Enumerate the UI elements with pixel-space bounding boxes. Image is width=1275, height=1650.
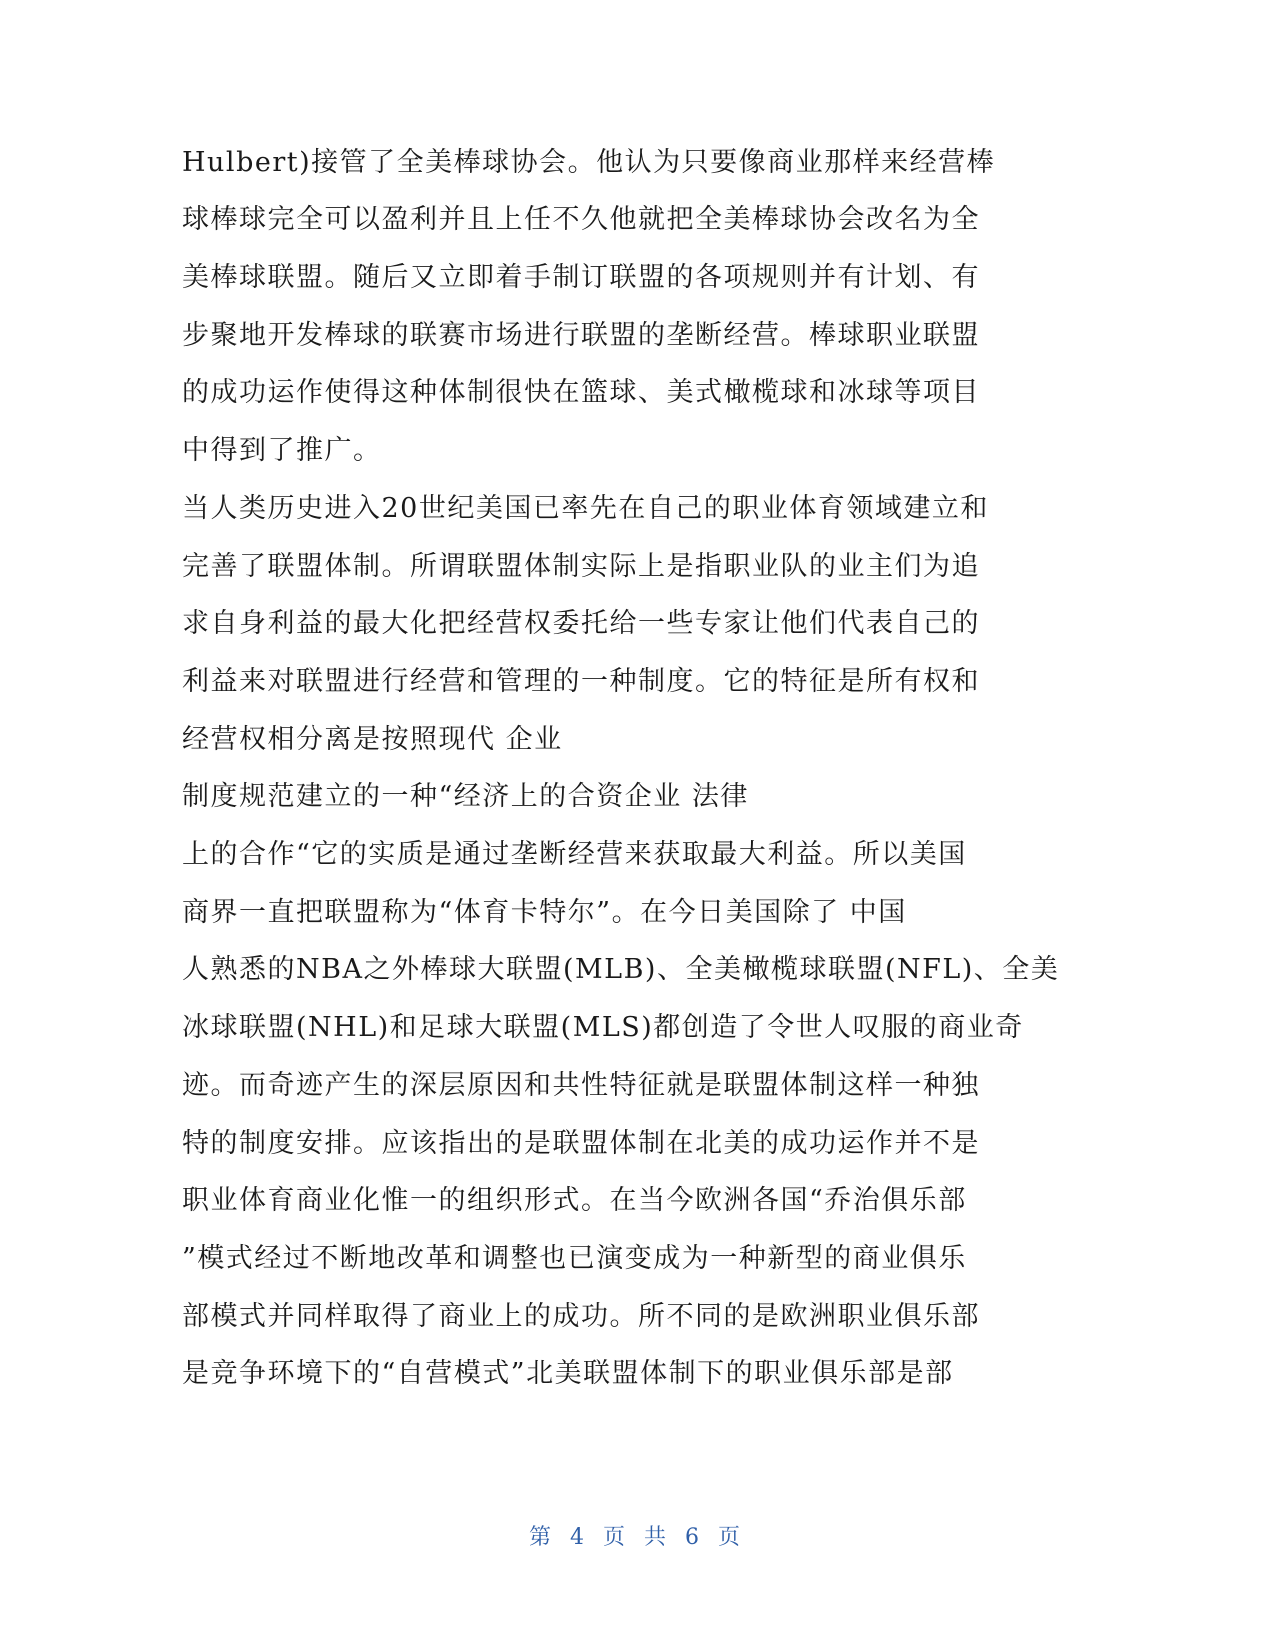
paragraph-line: 球棒球完全可以盈利并且上任不久他就把全美棒球协会改名为全 <box>182 204 980 235</box>
page-number-footer: 第 4 页 共 6 页 <box>529 1525 746 1550</box>
paragraph-line: 职业体育商业化惟一的组织形式。在当今欧洲各国“乔治俱乐部 <box>182 1185 967 1216</box>
paragraph-line: 是竞争环境下的“自营模式”北美联盟体制下的职业俱乐部是部 <box>182 1358 954 1389</box>
paragraph-line: 经营权相分离是按照现代 企业 <box>182 724 563 755</box>
paragraph-line: 的成功运作使得这种体制很快在篮球、美式橄榄球和冰球等项目 <box>182 377 980 408</box>
paragraph-line: 商界一直把联盟称为“体育卡特尔”。在今日美国除了 中国 <box>182 897 907 928</box>
paragraph-line: Hulbert)接管了全美棒球协会。他认为只要像商业那样来经营棒 <box>182 147 996 178</box>
paragraph-line: 上的合作“它的实质是通过垄断经营来获取最大利益。所以美国 <box>182 839 967 870</box>
paragraph-line: 利益来对联盟进行经营和管理的一种制度。它的特征是所有权和 <box>182 666 980 697</box>
paragraph-line: 步聚地开发棒球的联赛市场进行联盟的垄断经营。棒球职业联盟 <box>182 320 980 351</box>
paragraph-line: 求自身利益的最大化把经营权委托给一些专家让他们代表自己的 <box>182 608 980 639</box>
paragraph-line: 部模式并同样取得了商业上的成功。所不同的是欧洲职业俱乐部 <box>182 1301 980 1332</box>
paragraph-line: 迹。而奇迹产生的深层原因和共性特征就是联盟体制这样一种独 <box>182 1070 980 1101</box>
paragraph-line: 人熟悉的NBA之外棒球大联盟(MLB)、全美橄榄球联盟(NFL)、全美 <box>182 954 1060 985</box>
paragraph-line: 完善了联盟体制。所谓联盟体制实际上是指职业队的业主们为追 <box>182 551 980 582</box>
paragraph-line: 冰球联盟(NHL)和足球大联盟(MLS)都创造了令世人叹服的商业奇 <box>182 1012 1024 1043</box>
paragraph-line: 特的制度安排。应该指出的是联盟体制在北美的成功运作并不是 <box>182 1128 980 1159</box>
paragraph-line: 当人类历史进入20世纪美国已率先在自己的职业体育领域建立和 <box>182 493 989 524</box>
paragraph-line: 制度规范建立的一种“经济上的合资企业 法律 <box>182 781 749 812</box>
paragraph-line: 中得到了推广。 <box>182 435 382 466</box>
paragraph-line: 美棒球联盟。随后又立即着手制订联盟的各项规则并有计划、有 <box>182 262 980 293</box>
paragraph-line: ”模式经过不断地改革和调整也已演变成为一种新型的商业俱乐 <box>182 1243 967 1274</box>
